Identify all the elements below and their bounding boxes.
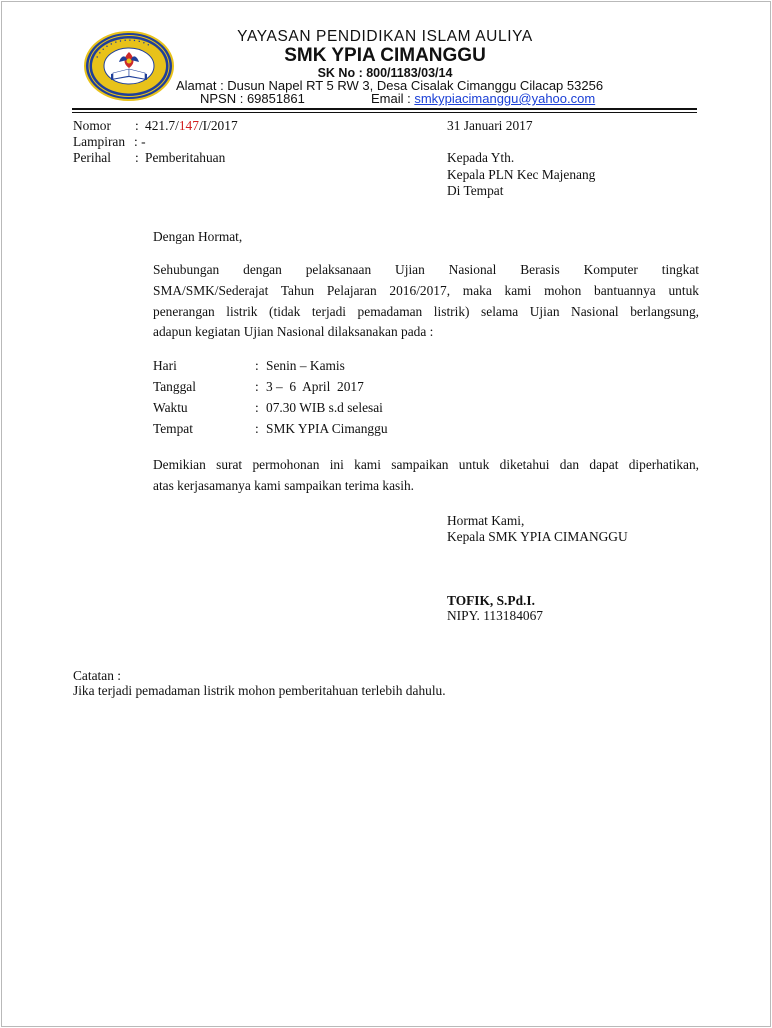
school-npsn: NPSN : 69851861: [200, 91, 305, 106]
email-line: [371, 91, 595, 106]
nomor-prefix: 421.7/: [145, 118, 179, 133]
detail-label-hari: Hari: [153, 358, 177, 373]
detail-value-waktu: 07.30 WIB s.d selesai: [266, 400, 383, 415]
nomor-label: Nomor: [73, 118, 111, 133]
nomor-suffix: /I/2017: [198, 118, 238, 133]
perihal-label: Perihal: [73, 150, 111, 165]
sk-number: SK No : 800/1183/03/14: [317, 66, 453, 80]
greeting: Dengan Hormat,: [153, 229, 243, 244]
perihal-value: Pemberitahuan: [145, 150, 226, 165]
nomor-colon: :: [135, 118, 139, 133]
lampiran-value: : -: [134, 134, 146, 149]
detail-colon: :: [255, 400, 259, 415]
paragraph-closing: [153, 455, 699, 497]
paragraph-line: Demikian surat permohonan ini kami sampaikan untuk diketahui dan dapat diperhatikan,: [153, 457, 699, 472]
letter-date: 31 Januari 2017: [447, 118, 533, 133]
nomor-highlight: 147: [178, 118, 199, 133]
detail-value-tempat: SMK YPIA Cimanggu: [266, 421, 388, 436]
foundation-name: YAYASAN PENDIDIKAN ISLAM AULIYA: [237, 28, 533, 45]
detail-colon: :: [255, 421, 259, 436]
note-label: Catatan :: [73, 668, 121, 683]
paragraph-line: Sehubungan dengan pelaksanaan Ujian Nasional Berasis Komputer tingkat: [153, 262, 699, 277]
paragraph-line: atas kerjasamanya kami sampaikan terima kasih.: [153, 477, 415, 493]
letterhead-rule-thin: [72, 112, 697, 113]
detail-value-hari: Senin – Kamis: [266, 358, 345, 373]
note-text: Jika terjadi pemadaman listrik mohon pemberitahuan terlebih dahulu.: [73, 683, 446, 698]
recipient-line-3: Di Tempat: [447, 183, 504, 198]
detail-colon: :: [255, 358, 259, 373]
email-label: Email :: [371, 91, 415, 106]
detail-label-tempat: Tempat: [153, 421, 193, 436]
paragraph-line: adapun kegiatan Ujian Nasional dilaksanakan pada :: [153, 324, 434, 340]
detail-label-waktu: Waktu: [153, 400, 188, 415]
detail-label-tanggal: Tanggal: [153, 379, 196, 394]
svg-text:• • • • • • • • • • • • •: • • • • • • • • • • • • •: [94, 37, 151, 60]
signer-nipy: NIPY. 113184067: [447, 608, 543, 623]
paragraph-line: SMA/SMK/Sederajat Tahun Pelajaran 2016/2017, maka kami mohon bantuannya untuk: [153, 282, 699, 298]
closing-salutation: Hormat Kami,: [447, 513, 525, 528]
school-address: Alamat : Dusun Napel RT 5 RW 3, Desa Cisalak Cimanggu Cilacap 53256: [176, 78, 604, 93]
detail-value-tanggal: 3 – 6 April 2017: [266, 379, 364, 394]
email-link[interactable]: smkypiacimanggu@yahoo.com: [414, 91, 596, 106]
signer-name: TOFIK, S.Pd.I.: [447, 593, 535, 608]
perihal-colon: :: [135, 150, 139, 165]
page-frame: [1, 1, 771, 1027]
letterhead-rule-thick: [72, 108, 697, 110]
detail-colon: :: [255, 379, 259, 394]
nomor-value: [145, 118, 238, 134]
paragraph-request: [153, 260, 699, 343]
signer-position: Kepala SMK YPIA CIMANGGU: [447, 529, 628, 544]
school-name: SMK YPIA CIMANGGU: [284, 45, 486, 66]
recipient-line-2: Kepala PLN Kec Majenang: [447, 167, 596, 182]
recipient-line-1: Kepada Yth.: [447, 150, 515, 165]
paragraph-line: penerangan listrik (tidak terjadi pemadaman listrik) selama Ujian Nasional berlangsung,: [153, 303, 699, 319]
lampiran-label: Lampiran: [73, 134, 126, 149]
